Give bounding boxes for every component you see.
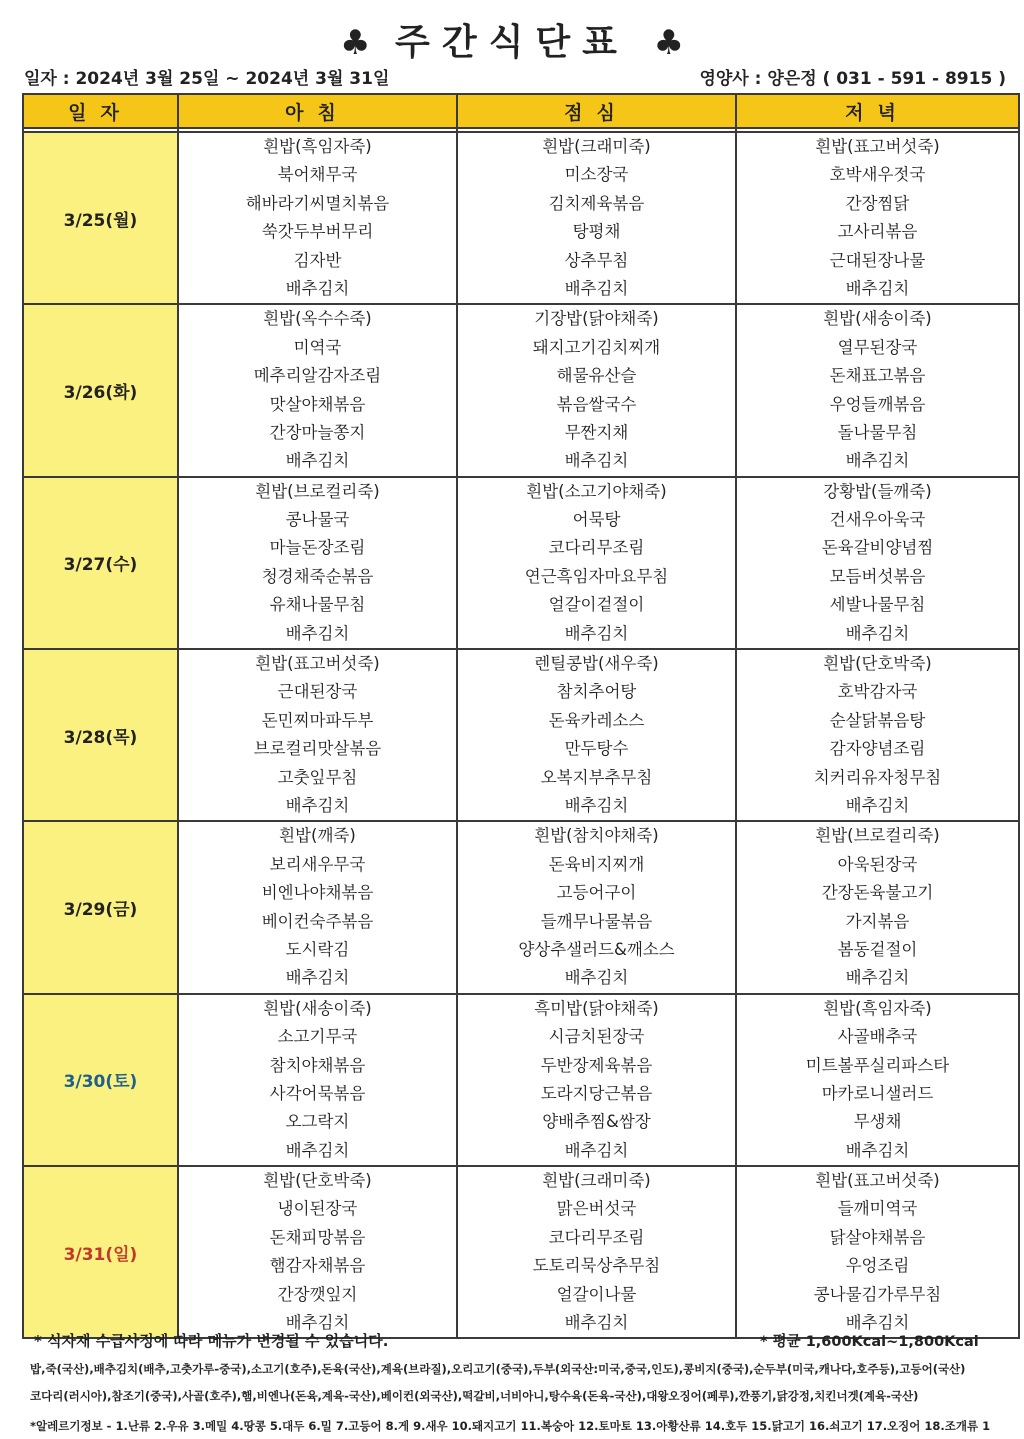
menu-change-notice: * 식자재 수급사정에 따라 메뉴가 변경될 수 있습니다.	[34, 1332, 389, 1350]
allergy-info: *알레르기정보 - 1.난류 2.우유 3.메밀 4.땅콩 5.대두 6.밀 7.고등어 8.게 9.새우 10.돼지고기 11.복숭아 12.토마토 13.아황산류 14.호두 15.닭고기 16.쇠고기 17.오징어 18.조개류 1	[30, 1419, 991, 1433]
breakfast-cell	[178, 649, 457, 821]
menu-item: 사골배추국	[837, 1027, 918, 1047]
menu-item: 소고기무국	[277, 1027, 358, 1047]
lunch-cell	[457, 132, 736, 304]
menu-item: 근대된장국	[277, 682, 358, 702]
menu-item: 양상추샐러드&깨소스	[518, 939, 675, 959]
day-date: 3/28(목)	[23, 649, 178, 821]
day-row	[23, 132, 1019, 304]
header-breakfast: 아침	[178, 94, 457, 128]
menu-item: 배추김치	[285, 278, 350, 298]
menu-item: 메추리알감자조림	[253, 366, 382, 386]
menu-item: 흰밥(소고기야채죽)	[526, 481, 667, 501]
menu-item: 마늘돈장조림	[269, 538, 366, 558]
menu-item: 해바라기씨멸치볶음	[245, 193, 390, 213]
day-date: 3/26(화)	[23, 304, 178, 476]
menu-item: 베이컨숙주볶음	[261, 911, 374, 931]
menu-item: 렌틸콩밥(새우죽)	[534, 654, 659, 674]
menu-item: 배추김치	[845, 451, 910, 471]
menu-item: 배추김치	[845, 968, 910, 988]
menu-item: 도토리묵상추무침	[532, 1256, 661, 1276]
club-icon: ♣	[340, 23, 371, 63]
menu-period: 일자 : 2024년 3월 25일 ~ 2024년 3월 31일	[24, 69, 390, 89]
header-dinner: 저녁	[736, 94, 1019, 128]
day-row	[23, 304, 1019, 476]
menu-item: 흰밥(단호박죽)	[263, 1171, 372, 1191]
menu-item: 흰밥(참치야채죽)	[534, 826, 659, 846]
menu-item: 돈육카레소스	[548, 710, 645, 730]
menu-item: 흰밥(단호박죽)	[823, 654, 932, 674]
average-calories: * 평균 1,600Kcal~1,800Kcal	[760, 1334, 979, 1350]
menu-item: 기장밥(닭야채죽)	[534, 309, 659, 329]
menu-item: 돈육갈비양념찜	[821, 538, 934, 558]
menu-item: 참치추어탕	[556, 682, 637, 702]
day-row	[23, 821, 1019, 993]
menu-item: 배추김치	[845, 1313, 910, 1333]
header-row	[23, 94, 1019, 128]
menu-item: 비엔나야채볶음	[261, 883, 374, 903]
menu-item: 얼갈이겉절이	[548, 595, 645, 615]
menu-item: 사각어묵볶음	[269, 1083, 366, 1103]
menu-item: 건새우아욱국	[829, 510, 926, 530]
club-icon: ♣	[653, 23, 684, 63]
header-date: 일자	[23, 94, 178, 128]
menu-item: 마카로니샐러드	[821, 1083, 934, 1103]
menu-item: 북어채무국	[277, 165, 358, 185]
menu-item: 닭살야채볶음	[829, 1227, 926, 1247]
menu-item: 봄동겉절이	[837, 939, 918, 959]
menu-item: 무짠지채	[564, 422, 629, 442]
breakfast-cell	[178, 132, 457, 304]
day-date: 3/27(수)	[23, 477, 178, 649]
menu-item: 무생채	[853, 1112, 902, 1132]
menu-item: 배추김치	[285, 1313, 350, 1333]
lunch-cell	[457, 304, 736, 476]
menu-item: 순살닭볶음탕	[829, 710, 926, 730]
header-lunch: 점심	[457, 94, 736, 128]
menu-item: 호박감자국	[837, 682, 918, 702]
menu-item: 가지볶음	[845, 911, 910, 931]
menu-item: 흰밥(표고버섯죽)	[815, 1171, 940, 1191]
menu-item: 배추김치	[285, 451, 350, 471]
menu-item: 배추김치	[564, 1313, 629, 1333]
menu-item: 배추김치	[285, 1140, 350, 1160]
dinner-cell	[736, 477, 1019, 649]
menu-item: 호박새우젓국	[829, 165, 926, 185]
menu-item: 배추김치	[845, 278, 910, 298]
menu-item: 간장찜닭	[845, 193, 910, 213]
menu-item: 흰밥(브로컬리죽)	[815, 826, 940, 846]
menu-item: 미역국	[293, 337, 342, 357]
dinner-cell	[736, 821, 1019, 993]
dietitian-info: 영양사 : 양은정 ( 031 - 591 - 8915 )	[699, 69, 1006, 89]
menu-item: 시금치된장국	[548, 1027, 645, 1047]
menu-item: 콩나물국	[285, 510, 350, 530]
menu-item: 돈민찌마파두부	[261, 710, 374, 730]
menu-item: 배추김치	[564, 278, 629, 298]
menu-item: 우엉들깨볶음	[829, 394, 926, 414]
menu-item: 흰밥(새송이죽)	[823, 309, 932, 329]
lunch-cell	[457, 477, 736, 649]
menu-item: 흰밥(브로컬리죽)	[255, 481, 380, 501]
menu-item: 흰밥(깨죽)	[279, 826, 356, 846]
menu-item: 해물유산슬	[556, 366, 637, 386]
day-row	[23, 1166, 1019, 1338]
breakfast-cell	[178, 821, 457, 993]
menu-item: 탕평채	[572, 222, 621, 242]
dinner-cell	[736, 1166, 1019, 1338]
menu-item: 맑은버섯국	[556, 1199, 637, 1219]
menu-item: 미소장국	[564, 165, 629, 185]
menu-table	[22, 93, 1020, 1339]
menu-item: 청경채죽순볶음	[261, 566, 374, 586]
lunch-cell	[457, 1166, 736, 1338]
title-text: 주간식단표	[395, 22, 629, 63]
menu-item: 볶음쌀국수	[556, 394, 637, 414]
menu-item: 흰밥(표고버섯죽)	[255, 654, 380, 674]
menu-item: 김자반	[293, 250, 342, 270]
menu-item: 쑥갓두부버무리	[261, 222, 374, 242]
breakfast-cell	[178, 477, 457, 649]
menu-item: 배추김치	[564, 623, 629, 643]
menu-item: 모듬버섯볶음	[829, 566, 926, 586]
menu-item: 배추김치	[285, 795, 350, 815]
menu-item: 상추무침	[564, 250, 629, 270]
menu-item: 흰밥(크래미죽)	[542, 137, 651, 156]
menu-item: 흰밥(흑임자죽)	[263, 137, 372, 156]
breakfast-cell	[178, 1166, 457, 1338]
menu-item: 배추김치	[564, 1140, 629, 1160]
lunch-cell	[457, 649, 736, 821]
menu-item: 흑미밥(닭야채죽)	[534, 998, 659, 1018]
menu-item: 배추김치	[285, 623, 350, 643]
menu-item: 코다리무조림	[548, 1227, 645, 1247]
day-row	[23, 649, 1019, 821]
lunch-cell	[457, 821, 736, 993]
origin-info-line: 밥,죽(국산),배추김치(배추,고춧가루-중국),소고기(호주),돈육(국산),계육(브라질),오리고기(중국),두부(외국산:미국,중국,인도),콩비지(중국),순두부(미국,캐나다,호주등),고등어(국산)	[30, 1362, 966, 1376]
menu-item: 들깨무나물볶음	[540, 911, 653, 931]
dinner-cell	[736, 304, 1019, 476]
menu-item: 어묵탕	[572, 510, 621, 530]
menu-item: 배추김치	[564, 968, 629, 988]
menu-item: 오그락지	[285, 1112, 350, 1132]
menu-item: 양배추찜&쌈장	[542, 1112, 651, 1132]
menu-item: 연근흑임자마요무침	[524, 566, 669, 586]
origin-info-line: 코다리(러시아),참조기(중국),사골(호주),햄,비엔나(돈육,계육-국산),베이컨(외국산),떡갈비,너비아니,탕수육(돈육-국산),대왕오징어(페루),깐풍기,닭강정,치킨너겟(계육-국산)	[30, 1389, 919, 1403]
day-row	[23, 994, 1019, 1166]
menu-item: 열무된장국	[837, 337, 918, 357]
menu-item: 배추김치	[285, 968, 350, 988]
menu-item: 고등어구이	[556, 883, 637, 903]
menu-item: 흰밥(옥수수죽)	[263, 309, 372, 329]
menu-item: 얼갈이나물	[556, 1284, 637, 1304]
menu-item: 흰밥(크래미죽)	[542, 1171, 651, 1191]
lunch-cell	[457, 994, 736, 1166]
menu-item: 세발나물무침	[829, 595, 926, 615]
menu-item: 근대된장나물	[829, 250, 926, 270]
menu-item: 돈육비지찌개	[548, 854, 645, 874]
menu-item: 아욱된장국	[837, 854, 918, 874]
dinner-cell	[736, 649, 1019, 821]
menu-item: 유채나물무침	[269, 595, 366, 615]
menu-item: 배추김치	[564, 795, 629, 815]
menu-item: 배추김치	[564, 451, 629, 471]
menu-item: 코다리무조림	[548, 538, 645, 558]
menu-item: 도시락김	[285, 939, 350, 959]
menu-item: 고사리볶음	[837, 222, 918, 242]
menu-item: 김치제육볶음	[548, 193, 645, 213]
menu-item: 햄감자채볶음	[269, 1256, 366, 1276]
dinner-cell	[736, 132, 1019, 304]
menu-item: 고춧잎무침	[277, 767, 358, 787]
menu-item: 배추김치	[845, 795, 910, 815]
menu-item: 배추김치	[845, 1140, 910, 1160]
menu-item: 돈채피망볶음	[269, 1227, 366, 1247]
menu-item: 간장돈육불고기	[821, 883, 934, 903]
menu-item: 강황밥(들깨죽)	[823, 481, 932, 501]
menu-item: 보리새우무국	[269, 854, 366, 874]
menu-item: 두반장제육볶음	[540, 1055, 653, 1075]
breakfast-cell	[178, 304, 457, 476]
dinner-cell	[736, 994, 1019, 1166]
page-title	[0, 14, 1024, 65]
menu-item: 흰밥(흑임자죽)	[823, 998, 932, 1018]
menu-item: 간장깻잎지	[277, 1284, 358, 1304]
menu-item: 참치야채볶음	[269, 1055, 366, 1075]
day-date: 3/25(월)	[23, 132, 178, 304]
menu-item: 미트볼푸실리파스타	[805, 1055, 950, 1075]
menu-item: 콩나물김가루무침	[813, 1284, 942, 1304]
day-date: 3/31(일)	[23, 1166, 178, 1338]
menu-item: 도라지당근볶음	[540, 1083, 653, 1103]
menu-item: 우엉조림	[845, 1256, 910, 1276]
menu-item: 돈채표고볶음	[829, 366, 926, 386]
menu-item: 흰밥(표고버섯죽)	[815, 137, 940, 156]
day-date: 3/29(금)	[23, 821, 178, 993]
menu-item: 치커리유자청무침	[813, 767, 942, 787]
menu-item: 흰밥(새송이죽)	[263, 998, 372, 1018]
menu-item: 돌나물무침	[837, 422, 918, 442]
menu-item: 돼지고기김치찌개	[532, 337, 661, 357]
menu-item: 들깨미역국	[837, 1199, 918, 1219]
menu-item: 브로컬리맛살볶음	[253, 739, 382, 759]
breakfast-cell	[178, 994, 457, 1166]
menu-item: 배추김치	[845, 623, 910, 643]
menu-item: 오복지부추무침	[540, 767, 653, 787]
menu-item: 만두탕수	[564, 739, 629, 759]
menu-item: 간장마늘쫑지	[269, 422, 366, 442]
day-date: 3/30(토)	[23, 994, 178, 1166]
menu-item: 감자양념조림	[829, 739, 926, 759]
day-row	[23, 477, 1019, 649]
menu-item: 냉이된장국	[277, 1199, 358, 1219]
menu-item: 맛살야채볶음	[269, 394, 366, 414]
